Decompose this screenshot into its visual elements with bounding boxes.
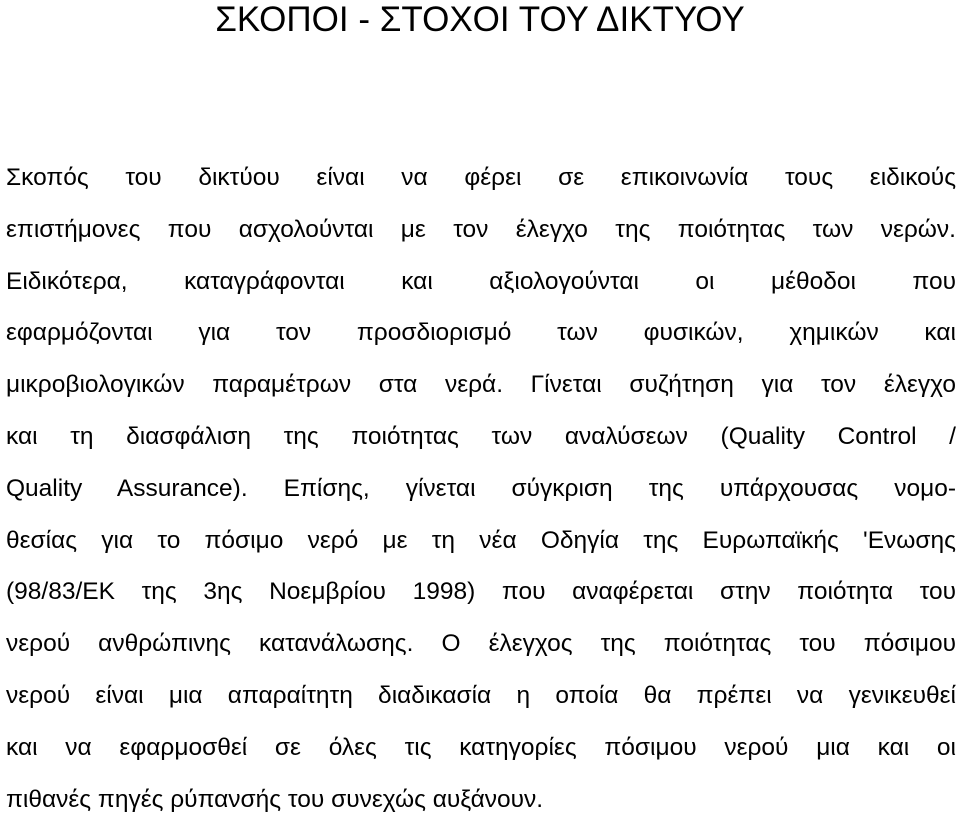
paragraph-line: (98/83/ΕΚ της 3ης Νοεμβρίου 1998) που αναφέρεται στην ποιότητα του	[6, 578, 956, 606]
paragraph-line: μικροβιολογικών παραμέτρων στα νερά. Γίνεται συζήτηση για τον έλεγχο	[6, 371, 956, 399]
paragraph-line-last: πιθανές πηγές ρύπανσής του συνεχώς αυξάνουν.	[6, 785, 544, 813]
paragraph-line: Ειδικότερα, καταγράφονται και αξιολογούνται οι μέθοδοι που	[6, 267, 956, 295]
body-paragraph	[6, 152, 956, 825]
document-title: ΣΚΟΠΟΙ - ΣΤΟΧΟΙ ΤΟΥ ΔΙΚΤΥΟΥ	[215, 0, 745, 39]
paragraph-line: Quality Assurance). Επίσης, γίνεται σύγκριση της υπάρχουσας νομο-	[6, 474, 956, 502]
paragraph-line: νερού ανθρώπινης κατανάλωσης. Ο έλεγχος της ποιότητας του πόσιμου	[6, 630, 956, 658]
paragraph-line: νερού είναι μια απαραίτητη διαδικασία η οποία θα πρέπει να γενικευθεί	[6, 681, 956, 709]
paragraph-line: και να εφαρμοσθεί σε όλες τις κατηγορίες πόσιμου νερού μια και οι	[6, 733, 956, 761]
paragraph-line: εφαρμόζονται για τον προσδιορισμό των φυσικών, χημικών και	[6, 319, 956, 347]
paragraph-line: και τη διασφάλιση της ποιότητας των αναλύσεων (Quality Control /	[6, 422, 956, 450]
paragraph-line: θεσίας για το πόσιμο νερό με τη νέα Οδηγία της Ευρωπαϊκής 'Ενωσης	[6, 526, 956, 554]
paragraph-line: Σκοπός του δικτύου είναι να φέρει σε επικοινωνία τους ειδικούς	[6, 164, 956, 191]
paragraph-line: επιστήμονες που ασχολούνται με τον έλεγχο της ποιότητας των νερών.	[6, 215, 956, 243]
